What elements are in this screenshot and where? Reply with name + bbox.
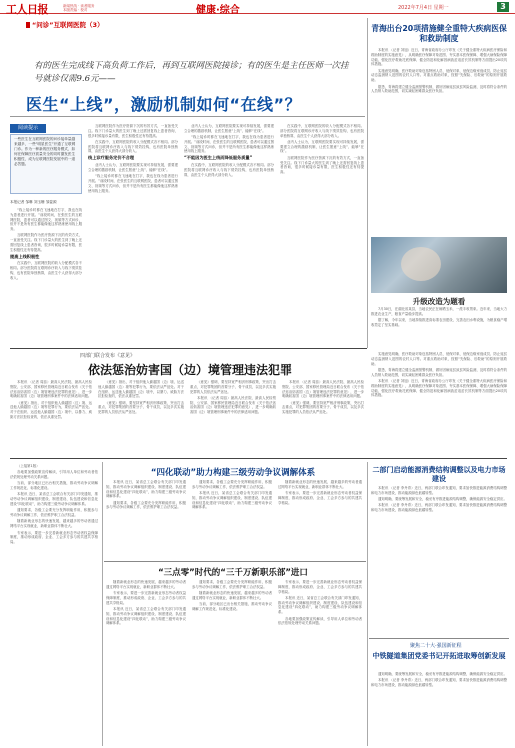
masthead-info: 新闻热线 · 读者服务 本版责编 · 校对 xyxy=(63,4,95,12)
subheading: “不能因为医生上线而降低服务质量” xyxy=(184,155,253,161)
mid-headline: 依法惩治妨害国（边）境管理违法犯罪 xyxy=(87,363,292,377)
article-column-4: 在实践中，互联网医院的收入分配模式各不相同。部分医院将互联网诊疗收入与线下绩效挂钩，也有医院单独核算，由医生个人获得大部分收入。 业内人士认为，互联网医院要实现可持续发展，需要建立合理的激励机制，让医生愿意“上线”、能够“在线”。 互联网医院作为医疗资源下沉的有效方式，一直备受关注。线下门诊量大的医生到了晚上还需回复线上患者咨询，很多时候接诊量有限，医生积极性还有待提高。 xyxy=(280,124,364,175)
article-column-3: 业内人士认为，互联网医院要实现可持续发展，需要建立合理的激励机制，让医生愿意“上线”、能够“在线”。 “线上接诊时都在飞速地在打字，我也在线为患者进行开展。”前段时间，在张医生的互联网医院，患者可以通过图文、视频等方式问诊，但并不是所有医生都能像他这样熟练使用线上服务。 “不能因为医生上线而降低服务质量” 在实践中，互联网医院的收入分配模式各不相同。部分医院将互联网诊疗收入与线下绩效挂钩，也有医院单独核算，由医生个人获得大部分收入。 xyxy=(184,124,274,177)
sidebar-heading: 阅读提示 xyxy=(10,124,46,133)
section-title: 健康·综合 xyxy=(196,5,240,16)
masthead xyxy=(0,0,515,14)
lead-paragraph: 有的医生完成线下高负荷工作后，再到互联网医院接诊；有的医生是主任医师一次挂号就诊仅需9.6元—— xyxy=(34,61,349,84)
bottom-low-col-3: 专家表示，要进一步完善新就业形态劳动者权益保障制度，推动形成政府、企业、工会多方参与的共建共享格局。 本报讯 近日，某省总工会联合有关部门印发通知，推动劳动争议调解组织建设、制度建设、队伍建设和信息化建设“四化联动”，助力构建三级劳动争议调解体系。 各地要加强政策宣传解读，引导用人单位和劳动者依法依规处理劳动关系问题。 xyxy=(278,580,362,626)
right-mid-text: 实施意见明确，医疗救助对象包括特困人员、低保对象、低保边缘家庭成员、防止返贫动态监测纳入范围的农村人口等。对重点救助对象，按照“先保险、后救助”的原则开展救助。 据悉，青海将建立健全监测预警机制，做好因病返贫致贫风险监测，及时将符合条件的人员纳入救助范围，切实减轻困难群众医疗负担。 本报讯 （记者 刘旭）近日，青海省政府办公厅印发《关于健全重特大疾病医疗保险和救助制度的实施意见》，从明确医疗保障对象范围、夯实基本医保保障、增强大病保险保障功能、强化医疗救助托底保障、健全防范和化解因病致贫返贫长效机制等方面提出20项具体措施。 xyxy=(371,352,507,398)
bottom-low-col-2: 通知要求，各级工会要充分发挥职能作用，积极参与劳动争议调解工作，依法维护职工合法权益。 随着新就业形态的快速发展，越来越多的劳动者通过网络平台实现就业，新职业群体不断壮大。 当前，部分地区已出台相关措施，推动劳动争议调解工作规范化、标准化建设。 xyxy=(192,580,272,611)
bottom-mid-col-1: 本报讯 近日，某省总工会联合有关部门印发通知，推动劳动争议调解组织建设、制度建设、队伍建设和信息化建设“四化联动”，助力构建三级劳动争议调解体系。 通知要求，各级工会要充分发挥职能作用，积极参与劳动争议调解工作，依法维护职工合法权益。 xyxy=(106,480,186,510)
kicker: 四部门联合发布《意见》 xyxy=(80,353,136,359)
mid-column-4: 本报讯 （记者 周蕊）最高人民法院、最高人民检察院、公安部、国家移民管理局近日联合发布《关于依法惩治妨害国（边）境管理违法犯罪的意见》，进一步明确妨害国（边）境管理刑事案件中的法律适用问题。 《意见》强调，要坚持宽严相济刑事政策，突出打击重点，对犯罪集团的首要分子、骨干成员，以及多次实施犯罪的人员依法从严惩处。 xyxy=(282,380,364,415)
article-column-2: 互联网医院作为医疗资源下沉的有效方式，一直备受关注。线下门诊量大的医生到了晚上还需回复线上患者咨询，很多时候接诊量有限，医生积极性还有待提高。 在实践中，互联网医院的收入分配模式各不相同。部分医院将互联网诊疗收入与线下绩效挂钩，也有医院单独核算，由医生个人获得大部分收入。 线上诊疗服务定价不合理 业内人士认为，互联网医院要实现可持续发展，需要建立合理的激励机制，让医生愿意“上线”、能够“在线”。 “线上接诊时都在飞速地在打字，我也在线为患者进行开展。”前段时间，在张医生的互联网医院，患者可以通过图文、视频等方式问诊，但并不是所有医生都能像他这样熟练使用线上服务。 xyxy=(88,124,178,193)
bottom-headline-2: “三点零”时代的“三千万新职乐部”进口 xyxy=(158,568,308,578)
mid-column-1: 本报讯 （记者 周蕊）最高人民法院、最高人民检察院、公安部、国家移民管理局近日联合发布《关于依法惩治妨害国（边）境管理违法犯罪的意见》，进一步明确妨害国（边）境管理刑事案件中的法律适用问题。 《意见》指出，对于组织他人偷越国（边）境、运送他人偷越国（边）境等犯罪行为，要依法从严惩处。对于在组织、运送他人偷越国（边）境中，以暴力、威胁方法抗拒检查的，依法从重处罚。 xyxy=(10,380,92,420)
reading-tips-box: 一些医生在互联网医院的问诊接单量越来越多，一些“明星医生”开通了互联网门诊。作为一种新的医疗服务模式，如何在保障医疗质量安全的同时激发医生积极性，成为互联网医院发展中的一道必答题。 xyxy=(10,134,82,194)
series-label: 聚焦二十大·强国新征程 xyxy=(410,643,462,649)
right-headline: 青海出台20项措施健全重特大疾病医保和救助制度 xyxy=(371,24,507,43)
news-photo xyxy=(371,237,507,293)
bottom-headline-1: “四化联动”助力构建三级劳动争议调解体系 xyxy=(150,468,316,478)
section-rule xyxy=(369,638,509,639)
section-rule xyxy=(104,561,366,562)
right-article-text: 本报讯 （记者 刘旭）近日，青海省政府办公厅印发《关于健全重特大疾病医疗保险和救助制度的实施意见》，从明确医疗保障对象范围、夯实基本医保保障、增强大病保险保障功能、强化医疗救助托底保障、健全防范和化解因病致贫返贫长效机制等方面提出20项具体措施。 实施意见明确，医疗救助对象包括特困人员、低保对象、低保边缘家庭成员、防止返贫动态监测纳入范围的农村人口等。对重点救助对象，按照“先保险、后救助”的原则开展救助。 据悉，青海将建立健全监测预警机制，做好因病返贫致贫风险监测，及时将符合条件的人员纳入救助范围，切实减轻困难群众医疗负担。 xyxy=(371,48,507,94)
bottom-left-column: （上接第1版） 各地要加强政策宣传解读，引导用人单位和劳动者依法依规处理劳动关系问题。 当前，部分地区已出台相关措施，推动劳动争议调解工作规范化、标准化建设。 本报讯 近日，某省总工会联合有关部门印发通知，推动劳动争议调解组织建设、制度建设、队伍建设和信息化建设“四化联动”，助力构建三级劳动争议调解体系。 通知要求，各级工会要充分发挥职能作用，积极参与劳动争议调解工作，依法维护职工合法权益。 随着新就业形态的快速发展，越来越多的劳动者通过网络平台实现就业，新职业群体不断壮大。 专家表示，要进一步完善新就业形态劳动者权益保障制度，推动形成政府、企业、工会多方参与的共建共享格局。 xyxy=(10,464,98,545)
main-headline: 医生“上线”，激励机制如何“在线”？ xyxy=(26,95,302,114)
subheading: 线上诊疗服务定价不合理 xyxy=(88,155,135,161)
column-divider xyxy=(102,462,103,746)
bottom-mid-col-3: 随着新就业形态的快速发展，越来越多的劳动者通过网络平台实现就业，新职业群体不断壮大。 专家表示，要进一步完善新就业形态劳动者权益保障制度，推动形成政府、企业、工会多方参与的共建共享格局。 xyxy=(278,480,362,505)
series-tag: “问诊”互联网医院（3） xyxy=(26,20,136,30)
bottom-low-col-1: 随着新就业形态的快速发展，越来越多的劳动者通过网络平台实现就业，新职业群体不断壮大。 专家表示，要进一步完善新就业形态劳动者权益保障制度，推动形成政府、企业、工会多方参与的共建共享格局。 本报讯 近日，某省总工会联合有关部门印发通知，推动劳动争议调解组织建设、制度建设、队伍建设和信息化建设“四化联动”，助力构建三级劳动争议调解体系。 xyxy=(106,580,186,626)
article-column-1: “线上接诊时都在飞速地在打字，我也在线为患者进行开展。”前段时间，在张医生的互联网医院，患者可以通过图文、视频等方式问诊，但并不是所有医生都能像他这样熟练使用线上服务。 互联网医院作为医疗资源下沉的有效方式，一直备受关注。线下门诊量大的医生到了晚上还需回复线上患者咨询，很多时候接诊量有限，医生积极性还有待提高。 提高上线积极性 在实践中，互联网医院的收入分配模式各不相同。部分医院将互联网诊疗收入与线下绩效挂钩，也有医院单独核算，由医生个人获得大部分收入。 xyxy=(10,208,82,280)
page-number-badge: 3 xyxy=(497,2,509,12)
bottom-mid-col-2: 通知要求，各级工会要充分发挥职能作用，积极参与劳动争议调解工作，依法维护职工合法权益。 本报讯 近日，某省总工会联合有关部门印发通知，推动劳动争议调解组织建设、制度建设、队伍建设和信息化建设“四化联动”，助力构建三级劳动争议调解体系。 xyxy=(192,480,272,510)
photo-text: 7月30日，在湖北省某县，当地农民正在晾晒玉米，一派丰收景象。近年来，当地大力推进农业生产，粮食产量稳步提高。 据了解，今年以来，当地持续推进高标准农田建设，完善农田水利设施，为粮食稳产增收奠定了坚实基础。 xyxy=(371,307,507,327)
bottom-right-headline: 二部门启动能源消费结构调整以及电力市场建设 xyxy=(372,466,506,483)
photo-caption: 升级改造为题看 xyxy=(412,297,466,306)
column-divider xyxy=(367,462,368,746)
newspaper-logo: 工人日报 xyxy=(6,3,48,16)
mid-column-2: 《意见》指出，对于组织他人偷越国（边）境、运送他人偷越国（边）境等犯罪行为，要依法从严惩处。对于在组织、运送他人偷越国（边）境中，以暴力、威胁方法抗拒检查的，依法从重处罚。 《意见》强调，要坚持宽严相济刑事政策，突出打击重点，对犯罪集团的首要分子、骨干成员，以及多次实施犯罪的人员依法从严惩处。 xyxy=(98,380,184,415)
headline-rule xyxy=(10,116,365,117)
issue-date: 2022年7月4日 星期一 xyxy=(398,5,449,11)
section-rule xyxy=(10,348,367,349)
subheading: 提高上线积极性 xyxy=(10,253,40,259)
bottom-right-text-2: 通知明确，要统筹发展和安全，稳妥有序推进能源结构调整，确保能源安全稳定供应。 本报讯 （记者 李丹青）近日，两部门联合印发通知，要求加快推进能源消费结构调整和电力市场建设，推动能源绿色低碳转型。 xyxy=(371,672,507,688)
mid-column-3: 《意见》强调，要坚持宽严相济刑事政策，突出打击重点，对犯罪集团的首要分子、骨干成员，以及多次实施犯罪的人员依法从严惩处。 本报讯 （记者 周蕊）最高人民法院、最高人民检察院、公安部、国家移民管理局近日联合发布《关于依法惩治妨害国（边）境管理违法犯罪的意见》，进一步明确妨害国（边）境管理刑事案件中的法律适用问题。 xyxy=(190,380,276,415)
column-divider xyxy=(367,18,368,348)
byline: 本报记者 邹琳 刘玉姗 邹姿源 xyxy=(10,200,57,204)
bottom-right-text: 本报讯 （记者 李丹青）近日，两部门联合印发通知，要求加快推进能源消费结构调整和电力市场建设，推动能源绿色低碳转型。 通知明确，要统筹发展和安全，稳妥有序推进能源结构调整，确保能源安全稳定供应。 本报讯 （记者 李丹青）近日，两部门联合印发通知，要求加快推进能源消费结构调整和电力市场建设，推动能源绿色低碳转型。 xyxy=(371,486,507,513)
bottom-right-headline-2: 中铁隧道集团党委书记开拓进取筹创新发展 xyxy=(372,652,506,660)
section-rule xyxy=(10,458,507,459)
